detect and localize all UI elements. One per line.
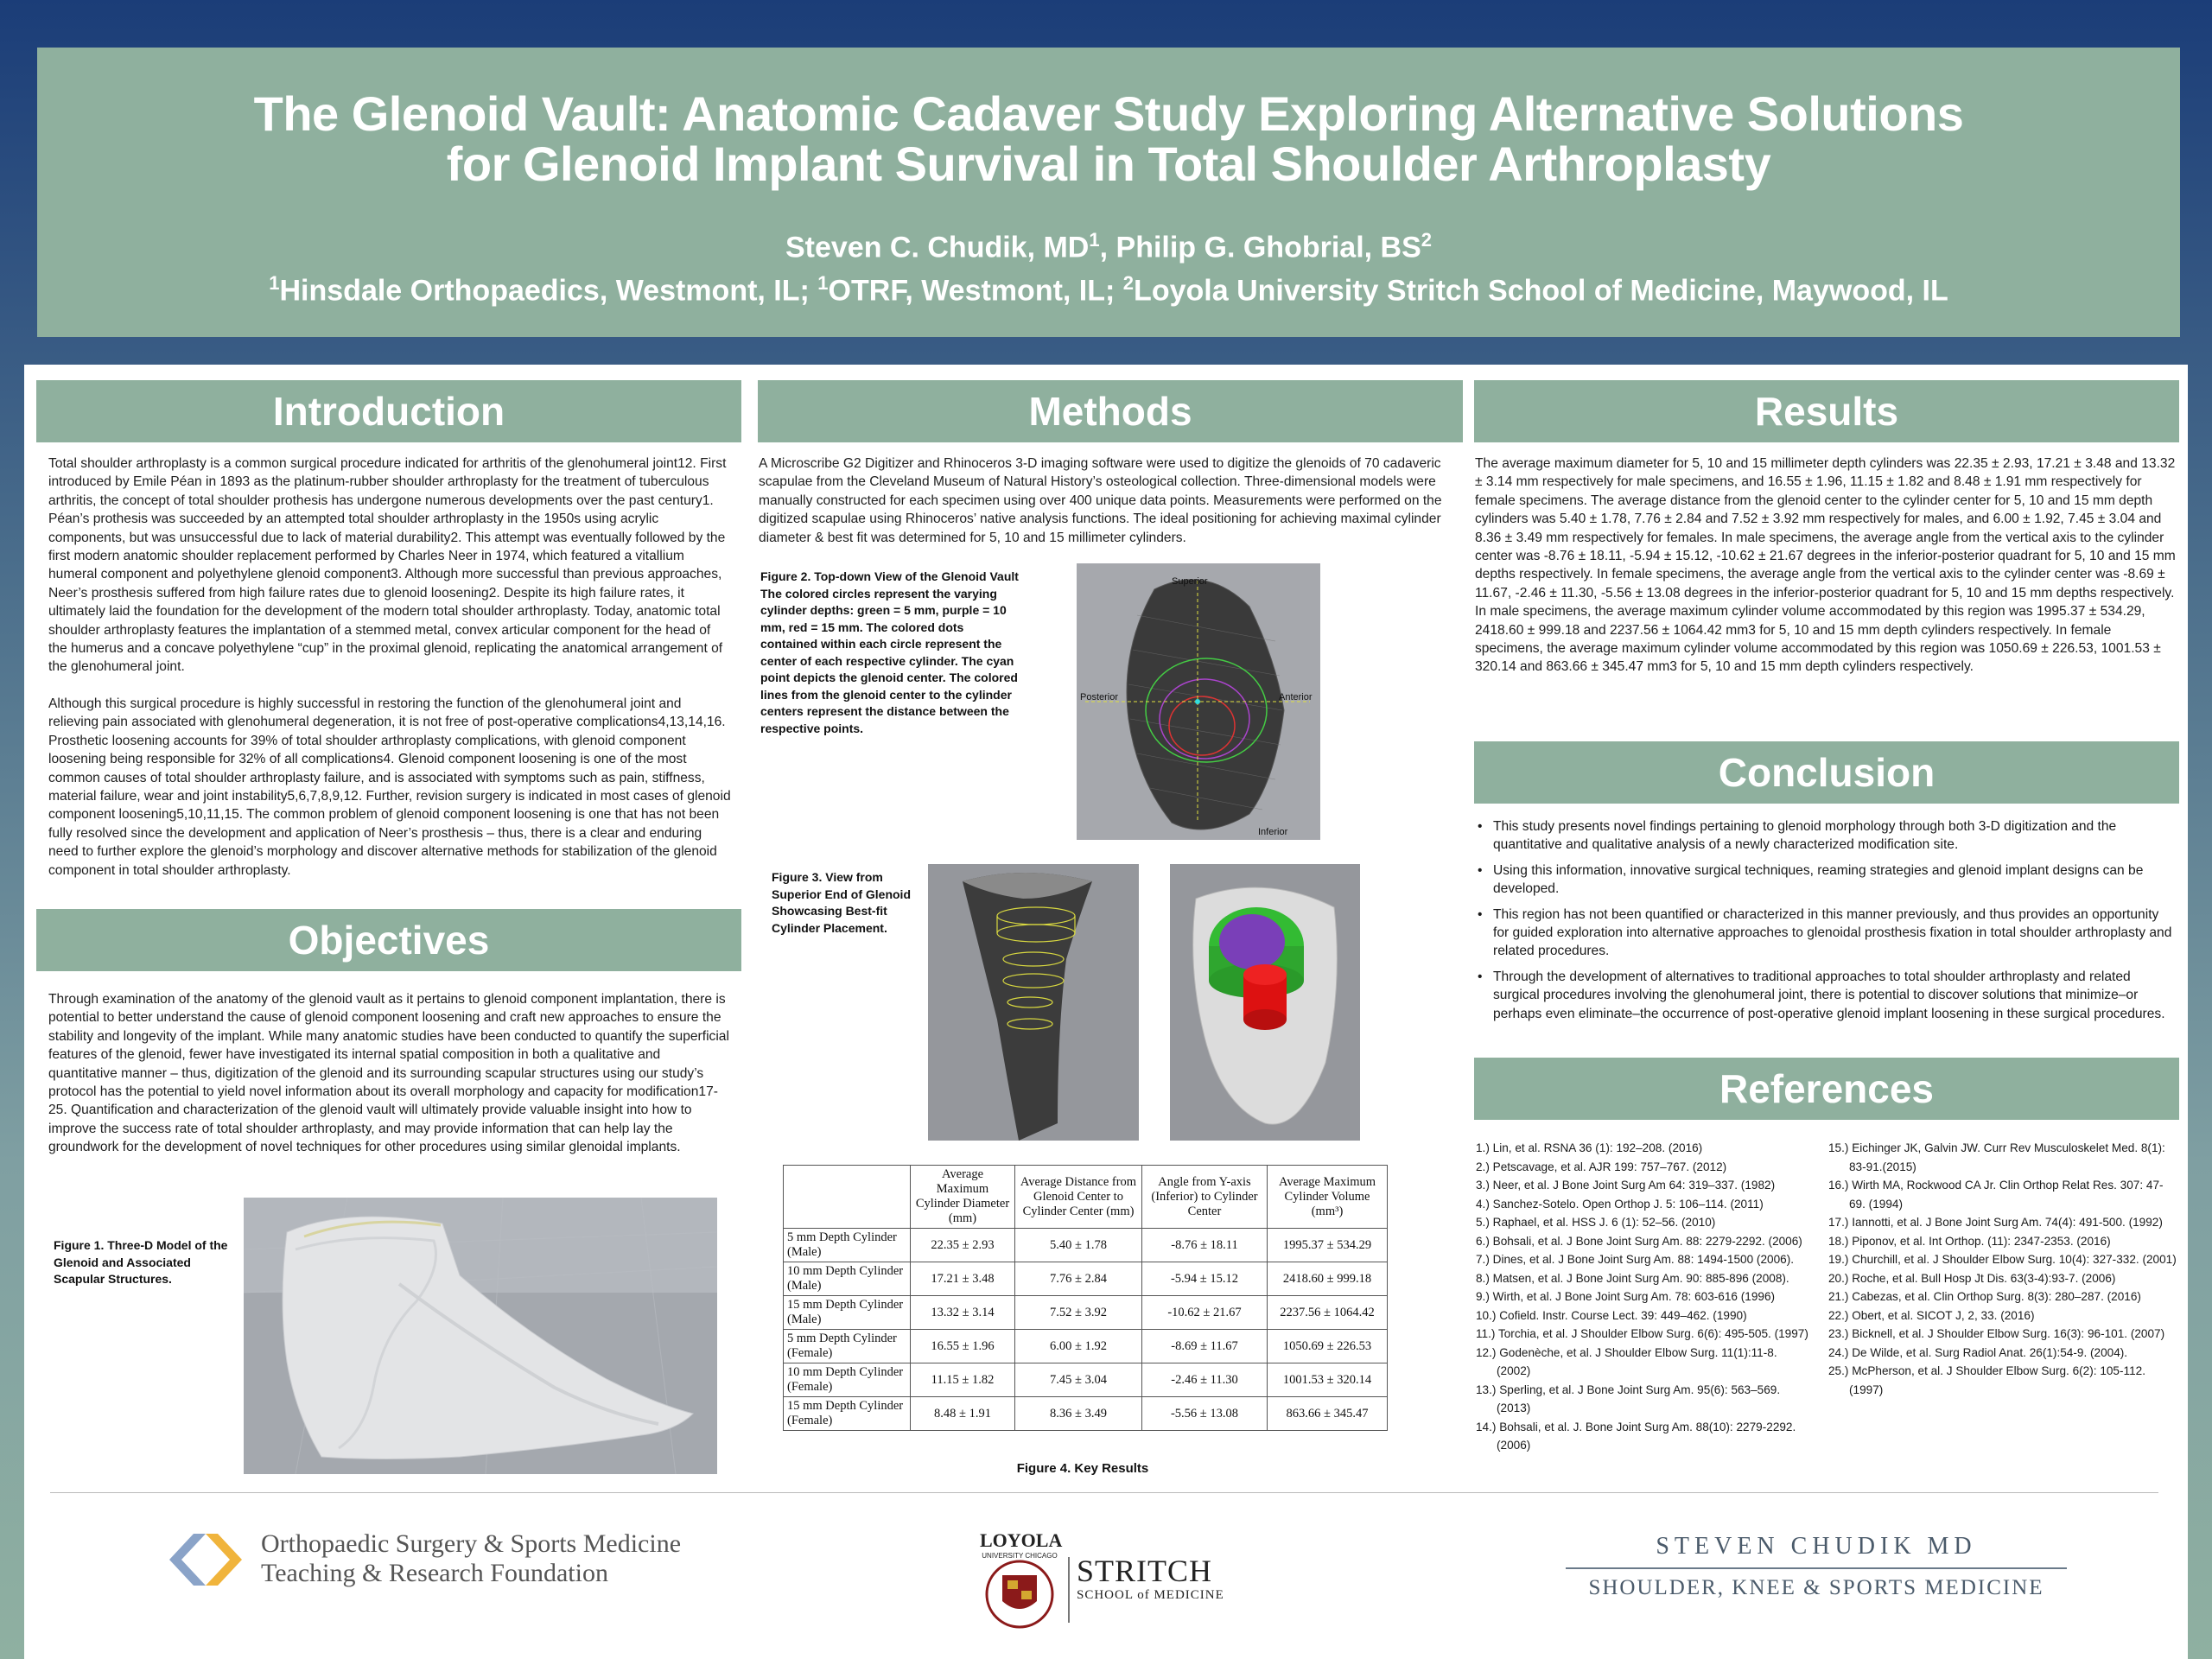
list-item: 6.) Bohsali, et al. J Bone Joint Surg Am. 88: 2279-2292. (2006) [1476,1234,1802,1248]
figure-2-caption: Figure 2. Top-down View of the Glenoid Vault The colored circles represent the varying cylinder depths: green = 5 mm, purple = 10 mm, red = 15 mm. The colored dots contained within each circle represent the center of each respective cylinder. The cyan point depicts the glenoid center. The colored lines from the glenoid center to the cylinder centers represent the distance between the respective points. [760,569,1019,735]
loyola-logo: LOYOLA UNIVERSITY CHICAGO [980,1529,1059,1633]
list-item: 2.) Petscavage, et al. AJR 199: 757–767. (2012) [1476,1160,1727,1173]
list-item: • This study presents novel findings pertaining to glenoid morphology through both 3-D digitization and the quantitative and qualitative analysis of a newly characterized modification site. [1478,819,2117,853]
table-row: 10 mm Depth Cylinder (Female) 11.15 ± 1.82 7.45 ± 3.04 -2.46 ± 11.30 1001.53 ± 320.14 [784,1363,1388,1397]
loyola-seal-icon [980,1560,1059,1629]
label-anterior: Anterior [1279,692,1313,702]
label-superior: Superior [1172,576,1208,587]
otrf-logo-mark [169,1529,252,1590]
title-banner [37,48,2180,337]
list-item: 8.) Matsen, et al. J Bone Joint Surg Am. 90: 885-896 (2008). [1476,1271,1789,1285]
introduction-text: Total shoulder arthroplasty is a common surgical procedure indicated for arthritis of the glenohumeral joint12. First introduced by Emile Péan in 1893 as the platinum-rubber shoulder arthroplasty for the treatment of tuberculous arthritis, the concept of total shoulder prothesis has undergone numerous developments over the past century1. Péan’s prothesis was succeeded by an attempted total shoulder arthroplasty in the 1950s using acrylic components, but was unsuccessful due to lack of material durability2. This attempt was eventually followed by the first modern anatomic shoulder replacement performed by Charles Neer in 1974, which featured a vitallium humeral component and polyethylene glenoid component3. Although more successful than previous approaches, Neer’s prosthesis suffered from high failure rates due to glenoid loosening2. Despite its high failure rates, it ultimately laid the foundation for the development of the modern total shoulder arthroplasty. Today, anatomic total shoulder arthroplasty features the implantation of a stemmed metal, convex articular component for the head of the humerus and a concave polyethylene “cup” in the proximal glenoid, replicating the anatomical arrangement of the glenohumeral joint. Although this surgical procedure is highly successful in restoring the function of the glenohumeral joint and relieving pain associated with glenohumeral degeneration, it is not free of post-operative complications4,13,14,16. Prosthetic loosening accounts for 39% of total shoulder arthroplasty complications, with glenoid component loosening being responsible for 32% of all complications4. Glenoid component loosening is one of the most common causes of total shoulder arthroplasty failure, and is associated with symptoms such as pain, stiffness, material failure, wear and joint instability5,6,7,8,9,12. Further, revision surgery is indicated in most cases of glenoid component loosening5,10,11,15. The common problem of glenoid component loosening is one that has not been fully resolved since the development and application of Neer’s prosthesis – thus, there is a clear and enduring need to further explore the glenoid’s morphology and discover alternative methods for stabilization of the glenoid component in total shoulder arthroplasty. [48,456,731,878]
list-item: 10.) Cofield. Instr. Course Lect. 39: 449–462. (1990) [1476,1308,1747,1322]
methods-heading: Methods [758,380,1463,442]
list-item: 12.) Godenèche, et al. J Shoulder Elbow Surg. 11(1):11-8. (2002) [1476,1345,1777,1377]
figure-4-key-results-table [783,1165,1388,1431]
introduction-heading: Introduction [36,380,741,442]
figure-1-caption: Figure 1. Three-D Model of the Glenoid and Associated Scapular Structures. [54,1238,228,1286]
table-row: 15 mm Depth Cylinder (Male) 13.32 ± 3.14 7.52 ± 3.92 -10.62 ± 21.67 2237.56 ± 1064.42 [784,1296,1388,1330]
results-text: The average maximum diameter for 5, 10 and 15 millimeter depth cylinders was 22.35 ± 2.93, 17.21 ± 3.48 and 13.32 ± 3.14 mm respectively for male specimens, and 16.55 ± 1.96, 11.15 ± 1.82 and 8.48 ± 1.91 mm respectively for female specimens. The average distance from the glenoid center to the cylinder center for 5, 10 and 15 mm depth cylinders was 5.40 ± 1.78, 7.76 ± 2.84 and 7.52 ± 3.92 mm respectively for males, and 6.00 ± 1.92, 7.45 ± 3.04 and 8.36 ± 3.49 mm respectively for females. In male specimens, the average angle from the vertical axis to the cylinder center was -8.76 ± 18.11, -5.94 ± 15.12, -10.62 ± 21.67 degrees in the inferior-posterior quadrant for 5, 10 and 15 mm depths respectively. In female specimens, the average angle from the vertical axis to the cylinder center was -8.69 ± 11.67, -2.46 ± 11.30, -5.56 ± 13.08 degrees in the inferior-posterior quadrant for 5, 10 and 15 mm depths respectively. In male specimens, the average maximum cylinder volume accommodated by this region was 1995.37 ± 534.29, 2418.60 ± 999.18 and 2237.56 ± 1064.42 mm3 for 5, 10 and 15 mm depth cylinders respectively. In female specimens, the average maximum cylinder volume accommodated by this region was 1050.69 ± 226.53, 1001.53 ± 320.14 and 863.66 ± 345.47 mm3 for 5, 10 and 15 mm depth cylinders respectively. [1475,456,2176,675]
label-inferior: Inferior [1258,827,1288,837]
chudik-logo: STEVEN CHUDIK MD SHOULDER, KNEE & SPORTS MEDICINE [1566,1529,2067,1604]
figure-3-cylinder-wireframe [928,864,1139,1141]
list-item: 7.) Dines, et al. J Bone Joint Surg Am. 88: 1494-1500 (2006). [1476,1253,1794,1266]
list-item: • Using this information, innovative surgical techniques, reaming strategies and glenoid implant designs can be developed. [1478,862,2144,897]
table-row: 5 mm Depth Cylinder (Male) 22.35 ± 2.93 5.40 ± 1.78 -8.76 ± 18.11 1995.37 ± 534.29 [784,1229,1388,1262]
list-item: 15.) Eichinger JK, Galvin JW. Curr Rev Musculoskelet Med. 8(1): 83-91.(2015) [1828,1141,2165,1173]
affiliations: $^1$Hinsdale Orthopaedics, Westmont, IL; $^1$OTRF, Westmont, IL; $^2$Loyola University Stritch School of Medicine, Maywood, IL [269,272,1948,308]
list-item: 9.) Wirth, et al. J Bone Joint Surg Am. 78: 603-616 (1996) [1476,1290,1776,1303]
list-item: • This region has not been quantified or characterized in this manner previously, and thus provides an opportunity for guided exploration into alternative approaches to glenoidal prosthesis fixation in total shoulder arthroplasty and related procedures. [1478,906,2172,959]
list-item: 5.) Raphael, et al. HSS J. 6 (1): 52–56. (2010) [1476,1216,1716,1229]
figure-1-scapula-model [244,1198,717,1474]
footer-divider [50,1492,2158,1493]
list-item: 24.) De Wilde, et al. Surg Radiol Anat. 26(1):54-9. (2004). [1828,1345,2128,1359]
figure-4-caption: Figure 4. Key Results [1016,1461,1149,1476]
poster-body [24,365,2188,1659]
authors: Steven C. Chudik, $MD^1$, Philip G. Ghobrial, $BS^2$ [785,229,1433,264]
figure-3-caption: Figure 3. View from Superior End of Glenoid Showcasing Best-fit Cylinder Placement. [772,870,911,935]
list-item: • Through the development of alternatives to traditional approaches to total shoulder arthroplasty and related surgical procedures involving the glenohumeral joint, there is potential to discover solutions that minimize–or perhaps even eliminate–the occurrence of post-operative glenoid implant loosening in these surgical procedures. [1478,969,2165,1021]
list-item: 18.) Piponov, et al. Int Orthop. (11): 2347-2353. (2016) [1828,1234,2111,1248]
list-item: 22.) Obert, et al. SICOT J, 2, 33. (2016) [1828,1308,2035,1322]
table-row: 15 mm Depth Cylinder (Female) 8.48 ± 1.91 8.36 ± 3.49 -5.56 ± 13.08 863.66 ± 345.47 [784,1397,1388,1431]
list-item: 17.) Iannotti, et al. J Bone Joint Surg Am. 74(4): 491-500. (1992) [1828,1216,2163,1229]
list-item: 13.) Sperling, et al. J Bone Joint Surg Am. 95(6): 563–569. (2013) [1476,1382,1781,1414]
conclusion-list [1476,817,2177,1030]
label-posterior: Posterior [1080,692,1119,702]
list-item: 21.) Cabezas, et al. Clin Orthop Surg. 8(3): 280–287. (2016) [1828,1290,2141,1303]
table-row: 5 mm Depth Cylinder (Female) 16.55 ± 1.96 6.00 ± 1.92 -8.69 ± 11.67 1050.69 ± 226.53 [784,1330,1388,1363]
objectives-text: Through examination of the anatomy of the glenoid vault as it pertains to glenoid component implantation, there is potential to better understand the cause of glenoid component loosening and craft new approaches to ensure the stability and longevity of the implant. While many anatomic studies have been conducted to quantify the superficial features of the glenoid, fewer have investigated its internal spatial composition in both a qualitative and quantitative manner – thus, digitization of the glenoid and its surrounding scapular structures using our study’s protocol has the potential to yield novel information about its overall morphology and capacity for modification17-25. Quantification and characterization of the glenoid vault will ultimately provide valuable insight into how to improve the success rate of total shoulder arthroplasty, and may provide information that can help lay the groundwork for the development of novel techniques for other procedures using similar glenoidal implants. [48,992,729,1155]
table-header-row: Average Maximum Cylinder Diameter (mm) Average Distance from Glenoid Center to Cylinder Center (mm) Angle from Y-axis (Inferior) to Cylinder Center Average Maximum Cylinder Volume (mm³) [784,1166,1388,1229]
stritch-separator [1068,1557,1070,1623]
conclusion-heading: Conclusion [1474,741,2179,804]
table-row: 10 mm Depth Cylinder (Male) 17.21 ± 3.48 7.76 ± 2.84 -5.94 ± 15.12 2418.60 ± 999.18 [784,1262,1388,1296]
stritch-logo-text: STRITCH SCHOOL of MEDICINE [1077,1554,1224,1602]
list-item: 1.) Lin, et al. RSNA 36 (1): 192–208. (2016) [1476,1141,1703,1154]
references-column-1 [1476,1139,1813,1455]
figure-3-cylinder-solid [1170,864,1360,1141]
figure-2-top-down-view [1077,563,1320,840]
list-item: 19.) Churchill, et al. J Shoulder Elbow Surg. 10(4): 327-332. (2001) [1828,1253,2177,1266]
results-heading: Results [1474,380,2179,442]
otrf-logo-text: Orthopaedic Surgery & Sports Medicine Teaching & Research Foundation [261,1529,682,1587]
references-column-2 [1828,1139,2178,1399]
list-item: 16.) Wirth MA, Rockwood CA Jr. Clin Orthop Relat Res. 307: 47-69. (1994) [1828,1179,2164,1211]
list-item: 23.) Bicknell, et al. J Shoulder Elbow Surg. 16(3): 96-101. (2007) [1828,1327,2165,1340]
list-item: 4.) Sanchez-Sotelo. Open Orthop J. 5: 106–114. (2011) [1476,1197,1764,1211]
list-item: 14.) Bohsali, et al. J. Bone Joint Surg Am. 88(10): 2279-2292. (2006) [1476,1420,1796,1452]
objectives-heading: Objectives [36,909,741,971]
list-item: 25.) McPherson, et al. J Shoulder Elbow Surg. 6(2): 105-112. (1997) [1828,1364,2145,1396]
poster-title: The Glenoid Vault: Anatomic Cadaver Study Exploring Alternative Solutions for Glenoid Implant Survival in Total Shoulder Arthroplasty [253,86,1964,191]
references-heading: References [1474,1058,2179,1120]
list-item: 20.) Roche, et al. Bull Hosp Jt Dis. 63(3-4):93-7. (2006) [1828,1271,2116,1285]
list-item: 3.) Neer, et al. J Bone Joint Surg Am 64: 319–337. (1982) [1476,1179,1776,1192]
methods-text: A Microscribe G2 Digitizer and Rhinoceros 3-D imaging software were used to digitize the glenoids of 70 cadaveric scapulae from the Cleveland Museum of Natural History’s osteological collection. Three-dimensional models were manually constructed for each specimen using over 400 unique data points. Measurements were performed on the digitized scapulae using Rhinoceros’ native analysis functions. The ideal positioning for achieving maximal cylinder diameter & best fit was determined for 5, 10 and 15 millimeter cylinders. [759,456,1442,545]
list-item: 11.) Torchia, et al. J Shoulder Elbow Surg. 6(6): 495-505. (1997) [1476,1327,1808,1340]
